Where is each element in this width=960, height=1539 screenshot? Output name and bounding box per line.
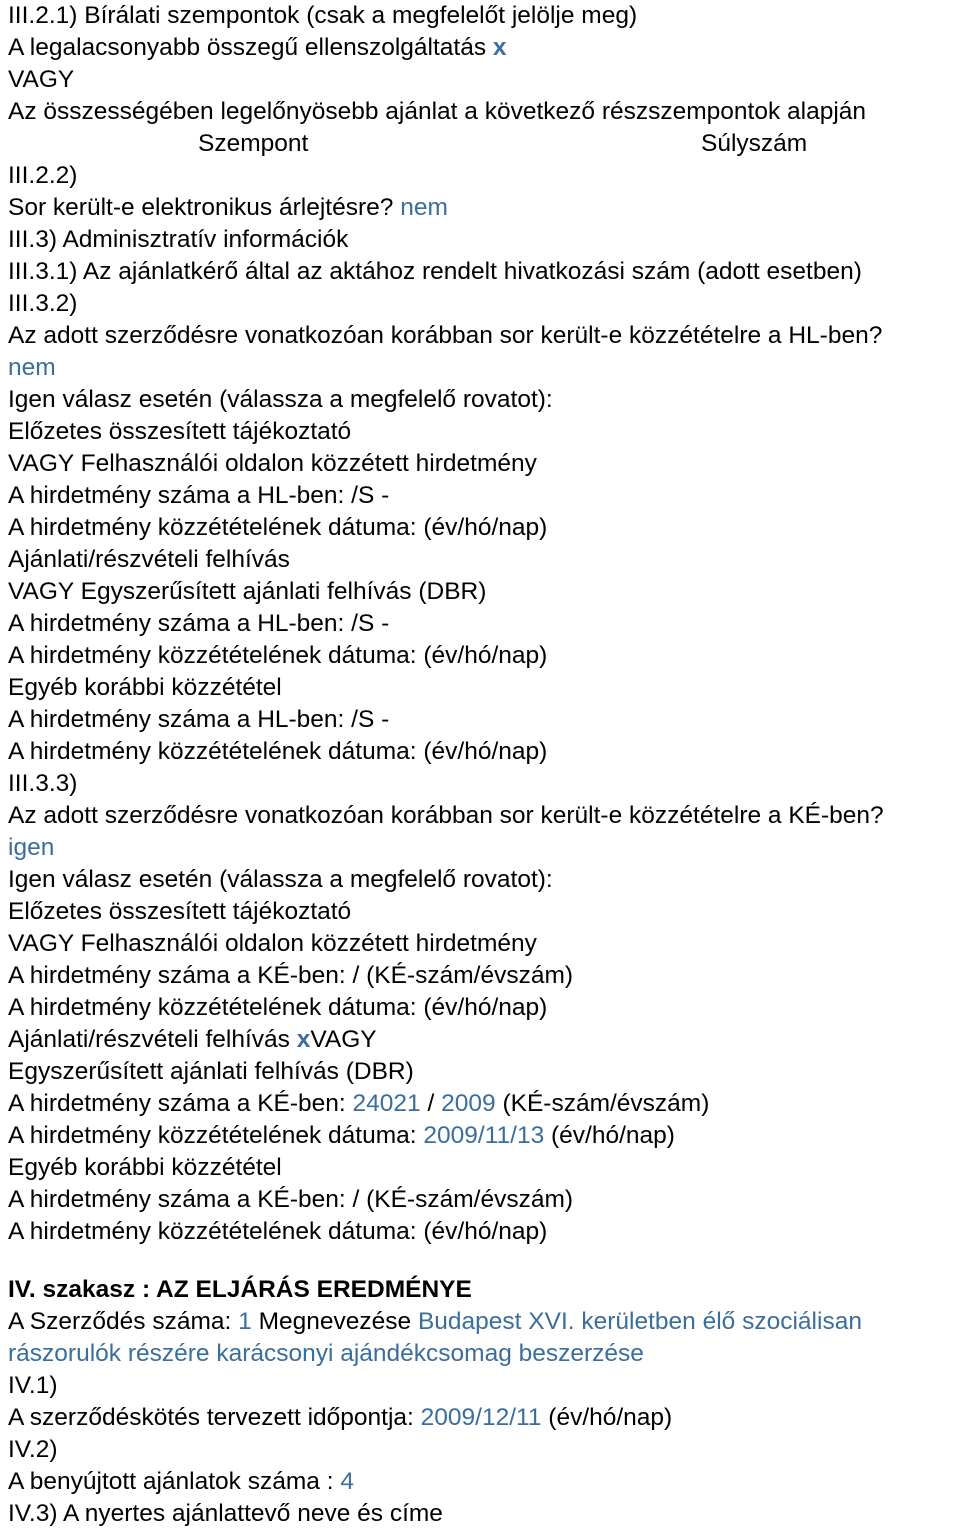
ke-simplified-notice: Egyszerűsített ajánlati felhívás (DBR) bbox=[8, 1058, 414, 1085]
hl-choose-instruction: Igen válasz esetén (válassza a megfelelő rovatot): bbox=[8, 386, 553, 413]
ke-notice-date-suffix: (év/hó/nap) bbox=[551, 1122, 675, 1149]
section-heading-iii-2-1: III.2.1) Bírálati szempontok (csak a megfelelőt jelölje meg) bbox=[8, 2, 638, 29]
ke-notice-number-2 bbox=[8, 1088, 958, 1120]
tenders-received-label: A benyújtott ajánlatok száma : bbox=[8, 1468, 334, 1495]
iv-3-roman: IV. bbox=[8, 1500, 36, 1527]
section-spacer bbox=[8, 1248, 958, 1274]
ke-notice-date-value: 2009/11/13 bbox=[423, 1122, 545, 1149]
hl-notice-date-3: A hirdetmény közzétételének dátuma: (év/hó/nap) bbox=[8, 738, 548, 765]
contract-title-block bbox=[8, 1306, 958, 1370]
section-heading-iii-3: III.3) Adminisztratív információk bbox=[8, 226, 349, 253]
iv-3-title: 3) A nyertes ajánlattevő neve és címe bbox=[35, 1500, 443, 1527]
or-separator: VAGY bbox=[8, 66, 75, 93]
section-heading-iv bbox=[8, 1274, 958, 1306]
selected-mark: x bbox=[492, 34, 507, 61]
ke-notice-number-label: A hirdetmény száma a KÉ-ben: bbox=[8, 1090, 346, 1117]
section-heading-iv-1 bbox=[8, 1370, 958, 1402]
hl-publication-answer: nem bbox=[8, 354, 56, 381]
criterion-lowest-price-label: A legalacsonyabb összegű ellenszolgáltatás bbox=[8, 34, 487, 61]
iv-1-number: 1) bbox=[35, 1372, 58, 1399]
section-heading-iv-roman: IV. bbox=[8, 1276, 36, 1303]
ke-notice-date-1: A hirdetmény közzétételének dátuma: (év/hó/nap) bbox=[8, 994, 548, 1021]
criterion-most-advantageous: Az összességében legelőnyösebb ajánlat a következő részszempontok alapján bbox=[8, 98, 867, 125]
hl-buyer-profile-notice: VAGY Felhasználói oldalon közzétett hirdetmény bbox=[8, 450, 537, 477]
selected-mark: x bbox=[296, 1026, 311, 1053]
iv-2-roman: IV. bbox=[8, 1436, 36, 1463]
ke-prior-information: Előzetes összesített tájékoztató bbox=[8, 898, 352, 925]
e-auction-question-text: Sor került-e elektronikus árlejtésre? bbox=[8, 194, 394, 221]
section-heading-iv-2 bbox=[8, 1434, 958, 1466]
ke-notice-number-suffix: (KÉ-szám/évszám) bbox=[502, 1090, 710, 1117]
contract-name-value: Budapest XVI. kerületben élő szociálisan rászorulók részére karácsonyi ajándékcsomag beszerzése bbox=[8, 1308, 862, 1367]
conclusion-date-value: 2009/12/11 bbox=[420, 1404, 542, 1431]
ke-notice-year-value: 2009 bbox=[441, 1090, 496, 1117]
ke-other-publication: Egyéb korábbi közzététel bbox=[8, 1154, 282, 1181]
section-heading-iv-title: szakasz : AZ ELJÁRÁS EREDMÉNYE bbox=[42, 1276, 472, 1303]
tenders-received-value: 4 bbox=[340, 1468, 354, 1495]
section-heading-iii-3-3: III.3.3) bbox=[8, 770, 78, 797]
tenders-received bbox=[8, 1466, 958, 1498]
ke-choose-instruction: Igen válasz esetén (válassza a megfelelő rovatot): bbox=[8, 866, 553, 893]
ke-publication-question: Az adott szerződésre vonatkozóan korábban sor került-e közzétételre a KÉ-ben? bbox=[8, 802, 884, 829]
iv-2-number: 2) bbox=[35, 1436, 58, 1463]
ke-contract-notice-label: Ajánlati/részvételi felhívás bbox=[8, 1026, 290, 1053]
contract-number-value: 1 bbox=[238, 1308, 252, 1335]
ke-contract-notice bbox=[8, 1024, 958, 1056]
ke-notice-number-3: A hirdetmény száma a KÉ-ben: / (KÉ-szám/évszám) bbox=[8, 1186, 574, 1213]
ke-notice-date-label: A hirdetmény közzétételének dátuma: bbox=[8, 1122, 417, 1149]
hl-publication-question: Az adott szerződésre vonatkozóan korábban sor került-e közzétételre a HL-ben? bbox=[8, 322, 883, 349]
conclusion-date-label: A szerződéskötés tervezett időpontja: bbox=[8, 1404, 414, 1431]
ke-buyer-profile-notice: VAGY Felhasználói oldalon közzétett hirdetmény bbox=[8, 930, 537, 957]
e-auction-question bbox=[8, 192, 958, 224]
hl-notice-date-1: A hirdetmény közzétételének dátuma: (év/hó/nap) bbox=[8, 514, 548, 541]
hl-prior-information: Előzetes összesített tájékoztató bbox=[8, 418, 352, 445]
column-criterion: Szempont bbox=[198, 130, 309, 157]
contract-name-label: Megnevezése bbox=[258, 1308, 412, 1335]
document bbox=[8, 0, 958, 1530]
conclusion-date-suffix: (év/hó/nap) bbox=[548, 1404, 673, 1431]
hl-notice-date-2: A hirdetmény közzétételének dátuma: (év/hó/nap) bbox=[8, 642, 548, 669]
iv-1-roman: IV. bbox=[8, 1372, 36, 1399]
section-heading-iv-3 bbox=[8, 1498, 958, 1530]
section-heading-iii-3-1: III.3.1) Az ajánlatkérő által az aktához rendelt hivatkozási szám (adott esetben) bbox=[8, 258, 862, 285]
hl-contract-notice: Ajánlati/részvételi felhívás bbox=[8, 546, 290, 573]
hl-simplified-notice: VAGY Egyszerűsített ajánlati felhívás (DBR) bbox=[8, 578, 487, 605]
criterion-lowest-price bbox=[8, 32, 958, 64]
section-heading-iii-3-2: III.3.2) bbox=[8, 290, 78, 317]
ke-notice-date-3: A hirdetmény közzétételének dátuma: (év/hó/nap) bbox=[8, 1218, 548, 1245]
column-weight: Súlyszám bbox=[701, 130, 808, 157]
ke-notice-number-1: A hirdetmény száma a KÉ-ben: / (KÉ-szám/évszám) bbox=[8, 962, 574, 989]
ke-notice-number-slash: / bbox=[427, 1090, 435, 1117]
ke-notice-number-value: 24021 bbox=[352, 1090, 421, 1117]
criteria-table-header bbox=[8, 128, 958, 160]
hl-notice-number-3: A hirdetmény száma a HL-ben: /S - bbox=[8, 706, 390, 733]
ke-publication-answer: igen bbox=[8, 834, 55, 861]
contract-number-label: A Szerződés száma: bbox=[8, 1308, 232, 1335]
hl-other-publication: Egyéb korábbi közzététel bbox=[8, 674, 282, 701]
section-heading-iii-2-2: III.2.2) bbox=[8, 162, 78, 189]
ke-notice-date-2 bbox=[8, 1120, 958, 1152]
e-auction-answer: nem bbox=[400, 194, 448, 221]
or-separator: VAGY bbox=[310, 1026, 377, 1053]
contract-conclusion-date bbox=[8, 1402, 958, 1434]
hl-notice-number-2: A hirdetmény száma a HL-ben: /S - bbox=[8, 610, 390, 637]
hl-notice-number-1: A hirdetmény száma a HL-ben: /S - bbox=[8, 482, 390, 509]
